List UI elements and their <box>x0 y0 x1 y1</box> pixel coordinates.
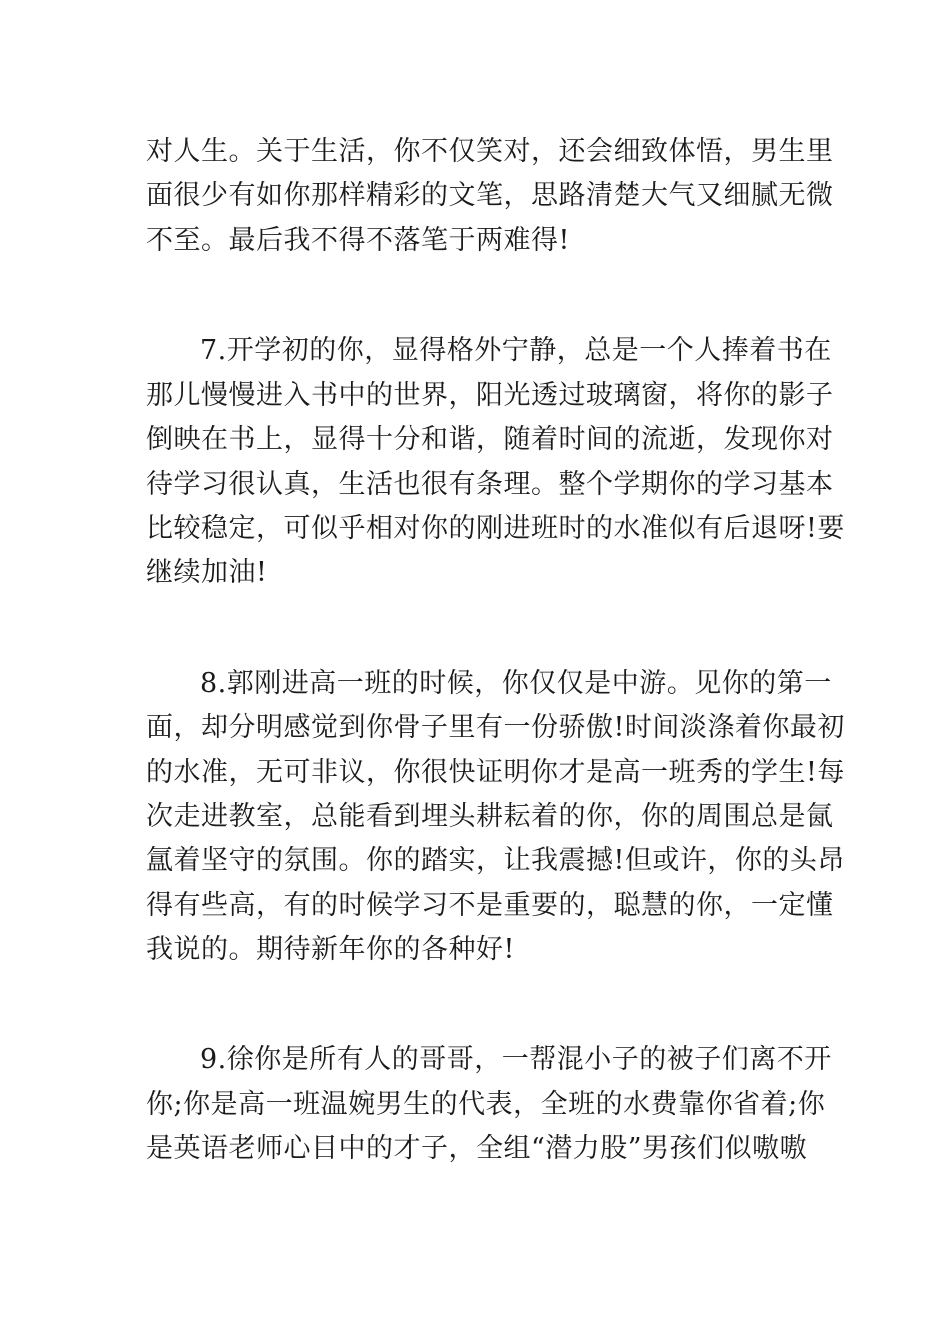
p2-line-5: 比较稳定，可似乎相对你的刚进班时的水准似有后退呀!要 <box>146 513 845 544</box>
p3-line-6: 得有些高，有的时候学习不是重要的，聪慧的你，一定懂 <box>146 890 834 921</box>
p3-line-1: 8.郭刚进高一班的时候，你仅仅是中游。见你的第一 <box>200 668 832 699</box>
p3-line-5: 氲着坚守的氛围。你的踏实，让我震撼!但或许，你的头昂 <box>146 845 845 876</box>
p1-line-3: 不至。最后我不得不落笔于两难得! <box>146 225 570 256</box>
p1-line-1: 对人生。关于生活，你不仅笑对，还会细致体悟，男生里 <box>146 136 834 167</box>
p3-line-7: 我说的。期待新年你的各种好! <box>146 934 515 965</box>
p4-line-1: 9.徐你是所有人的哥哥，一帮混小子的被子们离不开 <box>200 1044 832 1075</box>
p3-line-4: 次走进教室，总能看到埋头耕耘着的你，你的周围总是氤 <box>146 801 834 832</box>
p1-line-2: 面很少有如你那样精彩的文笔，思路清楚大气又细腻无微 <box>146 180 834 211</box>
p4-line-2: 你;你是高一班温婉男生的代表，全班的水费靠你省着;你 <box>146 1089 826 1120</box>
p2-line-6: 继续加油! <box>146 557 268 588</box>
p3-line-2: 面，却分明感觉到你骨子里有一份骄傲!时间淡涤着你最初 <box>146 712 845 743</box>
p2-line-3: 倒映在书上，显得十分和谐，随着时间的流逝，发现你对 <box>146 424 834 455</box>
p2-line-2: 那儿慢慢进入书中的世界，阳光透过玻璃窗，将你的影子 <box>146 380 834 411</box>
p3-line-3: 的水准，无可非议，你很快证明你才是高一班秀的学生!每 <box>146 757 845 788</box>
p2-line-4: 待学习很认真，生活也很有条理。整个学期你的学习基本 <box>146 469 834 500</box>
p2-line-1: 7.开学初的你，显得格外宁静，总是一个人捧着书在 <box>200 335 832 366</box>
p4-line-3: 是英语老师心目中的才子，全组“潜力股”男孩们似嗷嗷 <box>146 1133 808 1164</box>
